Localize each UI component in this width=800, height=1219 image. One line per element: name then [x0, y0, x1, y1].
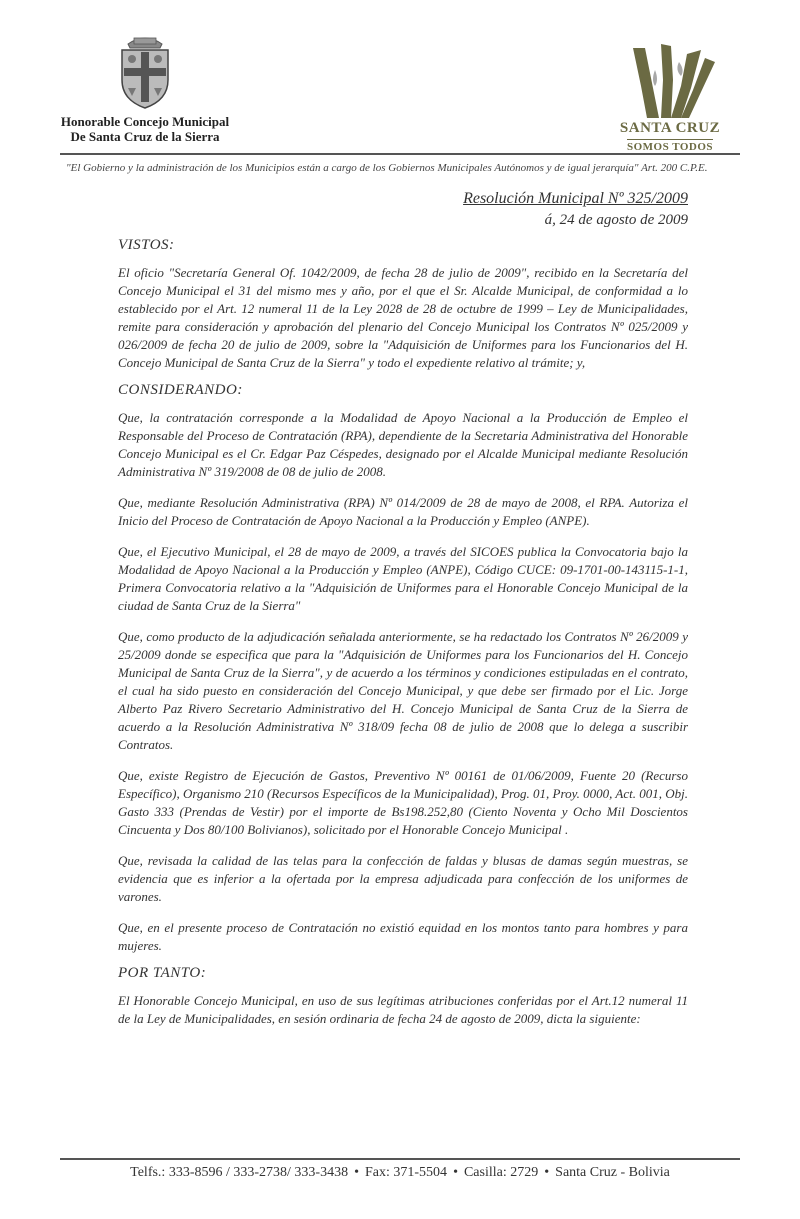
header-divider — [60, 153, 740, 155]
considerando-paragraph: Que, en el presente proceso de Contratación no existió equidad en los montos tanto para hombres y para mujeres. — [118, 920, 688, 953]
considerando-paragraph: Que, revisada la calidad de las telas para la confección de faldas y blusas de damas según muestras, se evidencia que es inferior a la ofertada por la empresa adjudicada para confección de los uniformes de varones. — [118, 853, 688, 904]
resolution-title: Resolución Municipal Nº 325/2009 — [463, 190, 688, 207]
footer-divider — [60, 1158, 740, 1160]
footer-fax: Fax: 371-5504 — [365, 1165, 448, 1180]
resolution-date: á, 24 de agosto de 2009 — [544, 212, 688, 228]
footer-city: Santa Cruz - Bolivia — [555, 1165, 670, 1180]
logo-slogan: SOMOS TODOS — [626, 141, 714, 153]
por-tanto-heading: POR TANTO: — [118, 965, 207, 981]
vistos-paragraph: El oficio "Secretaría General Of. 1042/2009, de fecha 28 de julio de 2009", recibido en la Secretaría del Concejo Municipal el 31 del mismo mes y año, por el que el Sr. Alcalde Municipal, de conformidad a lo establecido por el Art. 12 numeral 11 de la Ley 2028 de 28 de octubre de 1999 – Ley de Municipalidades, remite para consideración y aprobación del plenario del Concejo Municipal los Contratos Nº 025/2009 y 026/2009 de fecha 20 de julio de 2009, sobre la "Adquisición de Uniformes para los Funcionarios del H. Concejo Municipal de Santa Cruz de la Sierra" y todo el expediente relativo al trámite; y, — [118, 265, 688, 370]
resolution-block — [463, 188, 688, 230]
logo-word: SANTA CRUZ — [619, 120, 721, 136]
constitution-quote: "El Gobierno y la administración de los Municipios están a cargo de los Gobiernos Municipales Autónomos y de igual jerarquía" Art. 200 C.P.E. — [66, 162, 708, 174]
document-body — [118, 237, 688, 1028]
footer-bullet: • — [354, 1165, 359, 1180]
council-header — [50, 28, 240, 144]
santa-cruz-logo — [600, 40, 740, 155]
footer-bullet: • — [453, 1165, 458, 1180]
council-name-line2: De Santa Cruz de la Sierra — [70, 129, 220, 144]
contact-footer — [0, 1165, 800, 1181]
footer-box: Casilla: 2729 — [463, 1165, 539, 1180]
coat-of-arms-icon — [114, 28, 176, 110]
vistos-heading: VISTOS: — [118, 237, 175, 253]
considerando-paragraph: Que, la contratación corresponde a la Modalidad de Apoyo Nacional a la Producción de Empleo el Responsable del Proceso de Contratación (RPA), dependiente de la Secretaria Administrativa del Honorable Concejo Municipal es el Cr. Edgar Paz Céspedes, designado por el Alcalde Municipal mediante Resolución Administrativa Nº 319/2008 de 08 de julio de 2008. — [118, 410, 688, 479]
footer-bullet: • — [544, 1165, 550, 1180]
council-name-line1: Honorable Concejo Municipal — [60, 114, 230, 129]
considerando-heading: CONSIDERANDO: — [118, 382, 243, 398]
considerando-paragraph: Que, como producto de la adjudicación señalada anteriormente, se ha redactado los Contratos Nº 26/2009 y 25/2009 donde se especifica que para la "Adquisición de Uniformes para los Funcionarios del H. Concejo Municipal de Santa Cruz de la Sierra", y de acuerdo a los términos y condiciones estipuladas en el contrato, el cual ha sido puesto en consideración del Concejo Municipal, y que debe ser firmado por el Lic. Jorge Alberto Paz Rivero Secretario Administrativo del H. Concejo Municipal de Santa Cruz de la Sierra de acuerdo a la Resolución Administrativa Nº 318/09 fecha 08 de julio de 2008 que lo delega a suscribir Contratos. — [118, 629, 688, 752]
considerando-paragraph: Que, el Ejecutivo Municipal, el 28 de mayo de 2009, a través del SICOES publica la Convocatoria bajo la Modalidad de Apoyo Nacional a la Producción y Empleo (ANPE), Código CUCE: 09-1701-00-143115-1-1, Primera Convocatoria relativo a la "Adquisición de Uniformes para el Honorable Concejo Municipal de la ciudad de Santa Cruz de la Sierra" — [118, 544, 688, 613]
considerando-paragraph: Que, existe Registro de Ejecución de Gastos, Preventivo Nº 00161 de 01/06/2009, Fuente 20 (Recurso Específico), Organismo 210 (Recursos Específicos de la Municipalidad), Prog. 01, Proy. 0000, Act. 001, Obj. Gasto 333 (Prendas de Vestir) por el importe de Bs198.252,80 (Ciento Noventa y Ocho Mil Doscientos Cincuenta y Dos 80/100 Bolivianos), solicitado por el Honorable Concejo Municipal . — [118, 768, 688, 837]
considerando-paragraph: Que, mediante Resolución Administrativa (RPA) Nº 014/2009 de 28 de mayo de 2008, el RPA. Autoriza el Inicio del Proceso de Contratación de Apoyo Nacional a la Producción y Empleo (ANPE). — [118, 495, 688, 528]
por-tanto-paragraph: El Honorable Concejo Municipal, en uso de sus legítimas atribuciones conferidas por el Art.12 numeral 11 de la Ley de Municipalidades, en sesión ordinaria de fecha 24 de agosto de 2009, dicta la siguiente: — [118, 993, 688, 1026]
people-logo-icon — [615, 40, 725, 122]
footer-phones: Telfs.: 333-8596 / 333-2738/ 333-3438 — [130, 1165, 349, 1180]
